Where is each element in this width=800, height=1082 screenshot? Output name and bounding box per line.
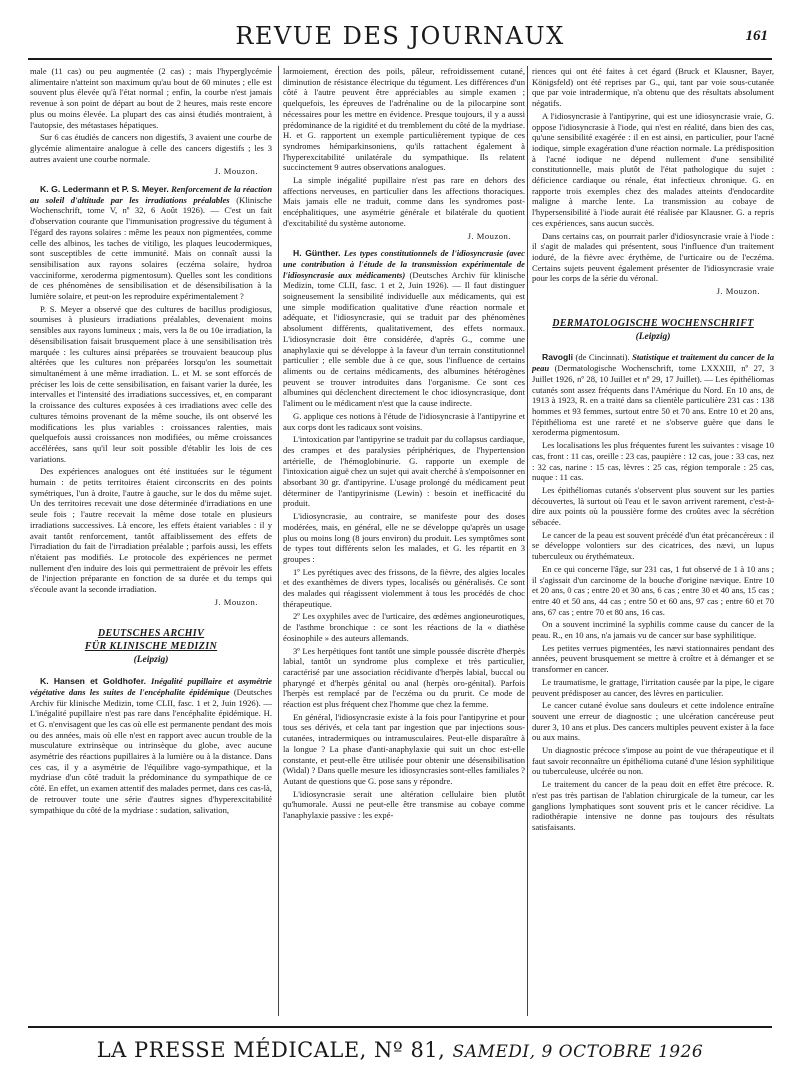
- paragraph: L'idiosyncrasie, au contraire, se manifeste pour des doses modérées, mais, en général, elle ne se développe qu'après un usage plus ou moins long (8 jours environ) du produit. Les symptômes sont de types tout différents selon les malades, et G. les répartit en 3 groupes :: [283, 511, 525, 564]
- footer-line: [28, 1038, 772, 1062]
- article-title: Statistique et traitement du cancer de la peau: [532, 352, 774, 374]
- paragraph: P. S. Meyer a observé que des cultures de bacillus prodigiosus, soumises à plusieurs irradiations préalables, devenaient moins sensibles aux rayons lumineux ; mais, vers la 8e ou 10e irradiation, la désensibilisation faisait brusquement place à une sensibilisation très marquée : les cultures ainsi préparées se trouvaient beaucoup plus altérées que les cultures non préparées lorsqu'on les soumettait simultanément à une même irradiation. L. et M. se sont efforcés de préciser les lois de cette sensibilisation, en faisant varier la durée, les intervalles et l'intensité des irradiations successives, et, en comparant la croissance des cultures exposées à ces irradiations avec celle des cultures témoins provenant de la même souche, ils ont observé les modifications les plus variables : croissances ralenties, mais quelquefois aussi croissances non modifiées, ou même croissances accélérées, sans qu'il leur soit possible d'établir les lois de ces variations.: [30, 303, 272, 464]
- section-heading-line: DEUTSCHES ARCHIV: [97, 628, 205, 640]
- section-heading-dermatologische: DERMATOLOGISCHE WOCHENSCHRIFT: [552, 317, 754, 329]
- paragraph: Le cancer cutané évolue sans douleurs et cette indolence entraîne souvent une erreur de diagnostic ; une ulcération cancéreuse peut durer 3, 10 ans et plus. Des cancers multiples peuvent exister à la face ou aux mains.: [532, 700, 774, 743]
- paragraph: En général, l'idiosyncrasie existe à la fois pour l'antipyrine et pour tous ses dérivés, et cela tant par ingestion que par injections sous-cutanées, intradermiques ou intramusculaires. Peut-elle disparaître à la longue ? La phase d'anti-anaphylaxie qui suit un choc est-elle constante, et peut-elle être utilisée pour obtenir une désensibilisation (Widal) ? Dans quelle mesure les idiosyncrasies sont-elles familiales ? Autant de questions que G. pose sans y répondre.: [283, 711, 525, 786]
- article-ledermann: [30, 184, 272, 302]
- paragraph: Sur 6 cas étudiés de cancers non digestifs, 3 avaient une courbe de glycémie alimentaire analogue à celle des cancers digestifs ; les 3 autres avaient une courbe normale.: [30, 132, 272, 164]
- page-header: [28, 18, 772, 60]
- paragraph: L'idiosyncrasie serait une altération cellulaire bien plutôt qu'humorale. Aussi ne peut-elle être transmise au cobaye comme l'anaphylaxie passive : les expé-: [283, 788, 525, 821]
- paragraph: larmoiement, érection des poils, pâleur, refroidissement cutané, diminution de résistance électrique du tégument. Les différences d'un côté à l'autre peuvent être appréciables au simple examen ; quelquefois, les épreuves de l'adrénaline ou de la pilocarpine sont nécessaires pour les mettre en évidence. Presque toujours, il y a aussi prédominance de la rigidité et du tremblement du côté de la mydriase. H. et G. rapportent un exemple particulièrement typique de ces syndromes hémiparkinsoniens, qu'ils rattachent également à l'hyperexcitabilité unilatérale du sympathique. Ils relatent succinctement 9 autres observations analogues.: [283, 66, 525, 173]
- paragraph: Un diagnostic précoce s'impose au point de vue thérapeutique et il faut savoir reconnaître un épithélioma cutané d'une lésion syphilitique ou tuberculeuse, ulcérée ou non.: [532, 745, 774, 777]
- article-title: Les types constitutionnels de l'idiosyncrasie (avec une contribution à l'étude de la transmission expérimentale de l'idiosyncrasie aux médicaments): [283, 248, 525, 280]
- signature: J. Mouzon.: [467, 230, 511, 241]
- article-body: (Klinische Wochenschrift, tome V, nº 32, 6 Août 1926). — C'est un fait d'observation courante que l'immunisation progressive du tégument à l'égard des rayons solaires : même les peaux non pigmentées, comme celle des albinos, les taches de vitiligo, les plaques leucodermiques, sont susceptibles de cette immunité. Mais on connaît aussi la sensibilisation aux rayons solaires (eczéma solaire, hydroa vacciniforme, xeroderma pigmentosum). Quelles sont les conditions de ces phénomènes de sensibilisation et de désensibilisation à la lumière solaire, et peut-on les reproduire expérimentalement ?: [30, 194, 272, 302]
- paragraph: En ce qui concerne l'âge, sur 231 cas, 1 fut observé de 1 à 10 ans ; il s'agissait d'un carcinome de la bouche d'origine nævique. Entre 10 et 20 ans, 0 cas ; entre 20 et 30 ans, 6 cas ; entre 30 et 40 ans, 15 cas ; entre 40 et 50 ans, 44 cas ; entre 50 et 60 ans, 97 cas ; entre 60 et 70 ans, 67 cas ; entre 70 et 80 ans, 16 cas.: [532, 563, 774, 617]
- article-author: K. G. Ledermann et P. S. Meyer.: [40, 184, 169, 195]
- article-title: Renforcement de la réaction au soleil d'altitude par les irradiations préalables: [30, 184, 272, 205]
- article-title: Inégalité pupillaire et asymétrie végétative dans les suites de l'encéphalite épidémique: [30, 676, 272, 697]
- section-heading-deutsches-archiv: [30, 627, 272, 653]
- column-divider: [527, 66, 528, 1016]
- column-right: [532, 66, 774, 1021]
- signature: J. Mouzon.: [214, 166, 258, 177]
- paragraph: Le cancer de la peau est souvent précédé d'un état précancéreux : il se développe volontiers sur des cicatrices, des nævi, un lupus tuberculeux ou érythémateux.: [532, 529, 774, 562]
- section-heading-line: FÜR KLINISCHE MEDIZIN: [84, 641, 218, 653]
- section-city: (Leipzig): [635, 331, 671, 342]
- article-author: K. Hansen et Goldhofer.: [40, 676, 146, 687]
- paragraph: 2º Les oxyphiles avec de l'urticaire, des œdèmes angioneurotiques, de l'asthme bronchique : ce sont les réactions de la « diathèse éosinophile » des auteurs allemands.: [283, 611, 525, 643]
- paragraph: Le traitement du cancer de la peau doit en effet être précoce. R. n'est pas très partisan de l'ablation chirurgicale de la tumeur, car les ganglions lymphatiques sont souvent pris et le cancer récidive. La radiothérapie intensive ne donne pas toujours des résultats satisfaisants.: [532, 779, 774, 832]
- paragraph: Des expériences analogues ont été instituées sur le tégument humain : de petits territoires étaient circonscrits en des points symétriques, l'un à droite, l'autre à gauche, sur le dos du même sujet. Un des territoires recevait une dose déterminée d'irradiations en une seule fois ; l'autre recevait la même dose totale en plusieurs irradiations successives. Là encore, les effets étaient variables : il y avait tantôt renforcement, tantôt affaiblissement des effets de l'irradiation du fait de l'irradiation préalable ; parfois aussi, les effets n'étaient pas modifiés. Le protocole des expériences ne permet nullement d'en induire des lois qui permettraient de prévoir les effets de l'injection préparante en fonction de sa durée et du temps qui s'écoule avant la seconde irradiation.: [30, 466, 272, 595]
- paragraph: 1º Les pyrétiques avec des frissons, de la fièvre, des algies locales et des exanthèmes de divers types, localisés ou généralisés. Ce sont des malades qui réagissent violemment à tous les procédés de choc thérapeutique.: [283, 566, 525, 609]
- article-hansen: [30, 676, 272, 815]
- page-footer: [28, 1026, 772, 1072]
- paragraph: male (11 cas) ou peu augmentée (2 cas) ; mais l'hyperglycémie alimentaire n'atteint son maximum qu'au bout de 60 minutes ; elle est souvent plus élevée qu'à l'état normal ; enfin, la courbe n'est jamais revenue à son point de départ au bout de 2 heures, mais reste encore plus ou moins élevée. La plupart des cas ainsi étudiés montraient, à l'autopsie, des métastases hépatiques.: [30, 66, 272, 130]
- signature: J. Mouzon.: [214, 596, 258, 607]
- journal-name: LA PRESSE MÉDICALE, Nº 81,: [96, 1038, 446, 1062]
- article-body: (Dermatologische Wochenschrift, tome LXXXIII, nº 27, 3 Juillet 1926, nº 28, 10 Juillet et nº 29, 17 Juillet). — Les épithéliomas cutanés sont assez fréquents dans l'Amérique du Nord. En 10 ans, de 1913 à 1923, R. en a traité dans sa clientèle particulière 231 cas : 138 hommes et 93 femmes, surtout entre 50 et 70 ans. Entre 10 et 20 ans, l'épithélioma est une rareté et ne s'observe guère que dans le xeroderma pigmentosum.: [532, 363, 774, 438]
- column-middle: [283, 66, 525, 1021]
- page-number: 161: [745, 28, 768, 44]
- paragraph: Le traumatisme, le grattage, l'irritation causée par la pipe, le cigare peuvent prédisposer au cancer, des lèvres en particulier.: [532, 676, 774, 698]
- article-ravogli: [532, 352, 774, 438]
- running-title: REVUE DES JOURNAUX: [235, 22, 565, 50]
- paragraph: Les petites verrues pigmentées, les nævi stationnaires pendant des années, peuvent brusquement se mettre à croître et à démanger et se transformer en cancer.: [532, 642, 774, 675]
- paragraph: G. applique ces notions à l'étude de l'idiosyncrasie à l'antipyrine et aux corps dont les radicaux sont voisins.: [283, 410, 525, 432]
- paragraph: La simple inégalité pupillaire n'est pas rare en dehors des affections nerveuses, en particulier dans les affections thoraciques. Mais jamais elle ne traduit, comme dans les syndromes post-encéphalitiques, une asymétrie générale et bilatérale du quotient d'excitabilité du système autonome.: [283, 175, 525, 228]
- column-left: [30, 66, 272, 1021]
- article-body: (Deutsches Archiv für klinische Medizin, tome CLII, fasc. 1 et 2, Juin 1926). — Il faut distinguer soigneusement la sensibilité individuelle aux médicaments, qui est une simple modification qualitative d'une réaction normale et adéquate, et l'idiosyncrasie, qui se traduit par des phénomènes absolument différents, qualitativement, des effets normaux. L'idiosyncrasie doit être considérée, d'après G., comme une anaphylaxie qui se développe à la faveur d'un terrain constitutionnel particulier ; elle semble due à ce que, sous l'influence de certains aliments ou de certains médicaments, des albumines hétérogènes peuvent se trouver introduites dans l'organisme. Ce sont ces albumines qui déclenchent directement le choc idiosyncrasique, dont l'aliment ou le médicament n'est que la cause indirecte.: [283, 269, 525, 409]
- article-body: (Deutsches Archiv für klinische Medizin, tome CLII, fasc. 1 et 2, Juin 1926). — L'inégalité pupillaire n'est pas rare dans l'encéphalite épidémique. H. et G. n'envisagent que les cas où elle est permanente pendant des mois ou des années, mais où elle n'est en rapport avec aucun trouble de la musculature extrinsèque ou intrinsèque du globe, avec aucune asymétrie des réactions pupillaires à la lumière ou à la distance. Dans ces cas, il y a asymétrie de l'équilibre vago-sympathique, et la mydriase d'un côté traduit la prédominance du sympathique de ce côté. En effet, un examen attentif des malades permet, dans ces cas-là, de retrouver toute une série d'autres signes d'hyperexcitabilité sympathique du côté de la mydriase : sudation, salivation,: [30, 686, 272, 815]
- article-author: H. Günther.: [293, 248, 341, 259]
- signature: J. Mouzon.: [716, 286, 760, 297]
- paragraph: Dans certains cas, on pourrait parler d'idiosyncrasie vraie à l'iode : il s'agit de malades qui présentent, sous l'influence d'un traitement ioduré, de la fièvre avec érythème, de l'urticaire ou de l'eczéma. Certains sujets peuvent également présenter de l'idiosyncrasie vraie pour les corps de la série du véronal.: [532, 230, 774, 284]
- article-author: Ravogli: [542, 352, 574, 363]
- paragraph: L'intoxication par l'antipyrine se traduit par du collapsus cardiaque, des crampes et des paralysies périphériques, de l'hypertension artérielle, de l'hémoglobinurie. G. rapporte un exemple de l'intoxication aiguë chez un sujet qui avait cherché à s'empoisonner en absorbant 30 gr. d'antipyrine. L'usage prolongé du médicament peut déterminer de l'antipyrinisme (Lewin) : besoin et inefficacité du produit.: [283, 434, 525, 509]
- paragraph: riences qui ont été faites à cet égard (Bruck et Klausner, Bayer, Königsfeld) ont été reprises par G., qui, tant par voie sous-cutanée que par voie intradermique, n'a obtenu que des résultats absolument négatifs.: [532, 66, 774, 109]
- paragraph: Les épithéliomas cutanés s'observent plus souvent sur les parties découvertes, là surtout où l'eau et le savon arrivent rarement, c'est-à-dire aux points où la poussière forme des croûtes avec la sécrétion sébacée.: [532, 484, 774, 528]
- issue-date: SAMEDI, 9 OCTOBRE 1926: [452, 1042, 704, 1062]
- paragraph: 3º Les herpétiques font tantôt une simple poussée discrète d'herpès labial, tantôt un syndrome plus complexe et très particulier, caractérisé par une association récidivante d'herpès labial, buccal ou pharyngé et d'herpès génital ou anal (herpès oro-génital). Parfois l'herpès est remplacé par de l'eczéma ou du prurit. Ce mode de réaction est plus fréquent chez l'homme que chez la femme.: [283, 645, 525, 710]
- article-affiliation: (de Cincinnati).: [575, 352, 630, 363]
- article-gunther: [283, 248, 525, 409]
- paragraph: A l'idiosyncrasie à l'antipyrine, qui est une idiosyncrasie vraie, G. oppose l'idiosyncrasie à l'iode, qui n'est en réalité, dans bien des cas, qu'une sensibilité exagérée : il en est ainsi, en particulier, pour l'acné iodique, simple exagération d'une réaction normale. La prédisposition à l'acné iodique ne dépend nullement d'une sensibilité constitutionnelle, mais plutôt de l'état pathologique du sujet : déficience cardiaque ou rénale, état infectieux chronique. G. en rapporte trois exemples chez des malades atteints d'endocardite maligne à marche lente. La transmission au cobaye de l'hypersensibilité à l'iode aurait été réalisée par Klausner. G. a repris ces expériences, sans aucun succès.: [532, 110, 774, 228]
- paragraph: Les localisations les plus fréquentes furent les suivantes : visage 10 cas, front : 11 cas, oreille : 23 cas, paupière : 12 cas, joue : 33 cas, nez : 32 cas, narine : 15 cas, lèvres : 25 cas, région temporale : 25 cas, nuque : 11 cas.: [532, 440, 774, 483]
- column-divider: [278, 66, 279, 1016]
- paragraph: On a souvent incriminé la syphilis comme cause du cancer de la peau. R., en 10 ans, n'a jamais vu de cancer sur base syphilitique.: [532, 619, 774, 641]
- section-city: (Leipzig): [133, 655, 169, 666]
